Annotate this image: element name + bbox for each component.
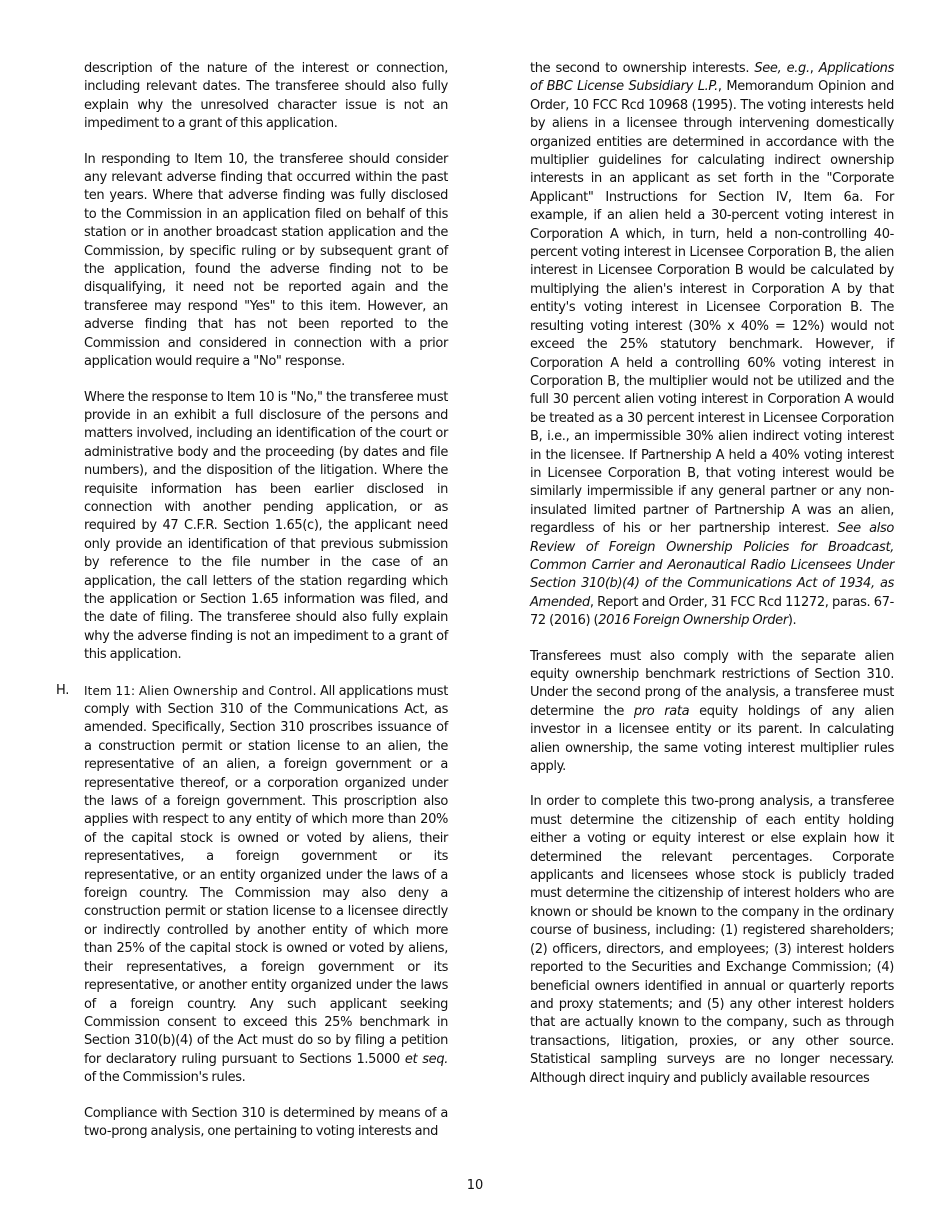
p1-short-citation: 2016 Foreign Ownership Order (598, 613, 788, 629)
p1-see-eg: See, e.g. (754, 61, 810, 76)
paragraph-compliance-section310: Compliance with Section 310 is determined by means of a two-prong analysis, one pertaining to voting interests and (84, 1105, 448, 1139)
paragraph-citizenship-determination: In order to complete this two-prong analysis, a transferee must determine the citizenship of each entity holding either a voting or equity interest or else explain how it determined the relevant percentages. Corporate applicants and licensees whose stock is publicly traded must determine the citizenship of interest holders who are known or should be known to the company in the ordinary course of business, including: (1) registered shareholders; (2) officers, directors, and employees; (3) interest holders reported to the Securities and Exchange Commission; (4) beneficial owners identified in annual or quarterly reports and proxy statements; and (5) any other interest holders that are actually known to the company, such as through transactions, litigation, proxies, or any other source. Statistical sampling surveys are no longer necessary. Although direct inquiry and publicly available resources (530, 794, 894, 1086)
p1-text-d: , Report and Order, 31 FCC Rcd 11272, paras. 67-72 (2016) ( (530, 594, 894, 629)
p2-text-b: equity holdings of any alien investor in a licensee entity or its parent. In calculating alien ownership, the same voting interest multiplier rules apply. (530, 703, 894, 775)
paragraph-voting-interests (530, 60, 894, 631)
p2-pro-rata: pro rata (633, 703, 690, 719)
p1-text-e: ). (787, 613, 797, 629)
p2-text-a: Transferees must also comply with the separate alien equity ownership benchmark restrictions of Section 310. Under the second prong of the analysis, a transferee must determine the (530, 648, 894, 719)
paragraph-item10-adverse-finding: In responding to Item 10, the transferee should consider any relevant adverse finding that occurred within the past ten years. Where that adverse finding was fully disclosed to the Commission in an application filed on behalf of this station or in another broadcast station application and the Commission, by specific ruling or by subsequent grant of the application, found the adverse finding not to be disqualifying, it need not be reported again and the transferee may respond "Yes" to this item. However, an adverse finding that has not been reported to the Commission and considered in connection with a prior application would require a "No" response. (84, 151, 448, 370)
paragraph-item10-continuation: description of the nature of the interest or connection, including relevant dates. The transferee should also fully explain why the unresolved character issue is not an impediment to a grant of this application. (84, 61, 448, 132)
page-number: 10 (466, 1178, 484, 1193)
p1-see-also-citation: See also Review of Foreign Ownership Policies for Broadcast, Common Carrier and Aeronautical Radio Licensees Under Section 310(b)(4) of the Communications Act of 1934, as Amended (530, 521, 895, 610)
right-column (530, 60, 894, 1105)
p1-case-citation: Applications of BBC License Subsidiary L.P. (530, 61, 894, 95)
left-column (56, 60, 449, 1158)
item-title: Item 11: Alien Ownership and Control (84, 683, 313, 698)
item11-text-a: . All applications must comply with Section 310 of the Communications Act, as amended. Specifically, Section 310 proscribes issuance of a construction permit or station license to an alien, the representative of an alien, a foreign government or a representative thereof, or a corporation organized under the laws of a foreign government. This proscription also applies with respect to any entity of which more than 20% of the capital stock is owned or voted by aliens, their representatives, a foreign government or its representative, or an entity organized under the laws of a foreign country. The Commission may also deny a construction permit or station license to a licensee directly or indirectly controlled by another entity of which more than 25% of the capital stock is owned or voted by aliens, their representatives, a foreign government or its representative, or another entity organized under the laws of a foreign country. Any such applicant seeking Commission consent to exceed this 25% benchmark in Section 310(b)(4) of the Act must do so by filing a petition for declaratory ruling pursuant to Sections 1.5000 (84, 683, 448, 1067)
paragraph-equity-benchmark (530, 648, 894, 777)
item11-et-seq: et seq. (404, 1051, 449, 1067)
p1-text-a: the second to ownership interests. (530, 61, 755, 76)
paragraph-item10-no-response: Where the response to Item 10 is "No," the transferee must provide in an exhibit a full disclosure of the persons and matters involved, including an identification of the court or administrative body and the proceeding (by dates and file numbers), and the disposition of the litigation. Where the requisite information has been earlier disclosed in connection with another pending application, or as required by 47 C.F.R. Section 1.65(c), the applicant need only provide an identification of that previous submission by reference to the file number in the case of an application, the call letters of the station regarding which the application or Section 1.65 information was filed, and the date of filing. The transferee should also fully explain why the adverse finding is not an impediment to a grant of this application. (84, 389, 448, 663)
p1-text-b: , (809, 61, 819, 76)
section-marker: H. (56, 682, 69, 698)
item11-text-b: of the Commission's rules. (84, 1070, 246, 1086)
paragraph-item11-alien-ownership (56, 682, 449, 1088)
p1-text-c: , Memorandum Opinion and Order, 10 FCC Rcd 10968 (1995). The voting interests held by aliens in a licensee through intervening domestically organized entities are determined in accordance with the multiplier guidelines for calculating indirect ownership interests in an applicant as set forth in the "Corporate Applicant" Instructions for Section IV, Item 6a. For example, if an alien held a 30-percent voting interest in Corporation A which, in turn, held a non-controlling 40-percent voting interest in Licensee Corporation B, the alien interest in Licensee Corporation B would be calculated by multiplying the alien's interest in Corporation A by that entity's voting interest in Licensee Corporation B. The resulting voting interest (30% x 40% = 12%) would not exceed the 25% statutory benchmark. However, if Corporation A held a controlling 60% voting interest in Corporation B, the multiplier would not be utilized and the full 30 percent alien voting interest in Corporation A would be treated as a 30 percent interest in Licensee Corporation B, i.e., an impermissible 30% alien indirect voting interest in the licensee. If Partnership A held a 40% voting interest in Licensee Corporation B, that voting interest would be similarly impermissible if any general partner or any non-insulated limited partner of Partnership A was an alien, regardless of his or her partnership interest. (530, 79, 894, 537)
